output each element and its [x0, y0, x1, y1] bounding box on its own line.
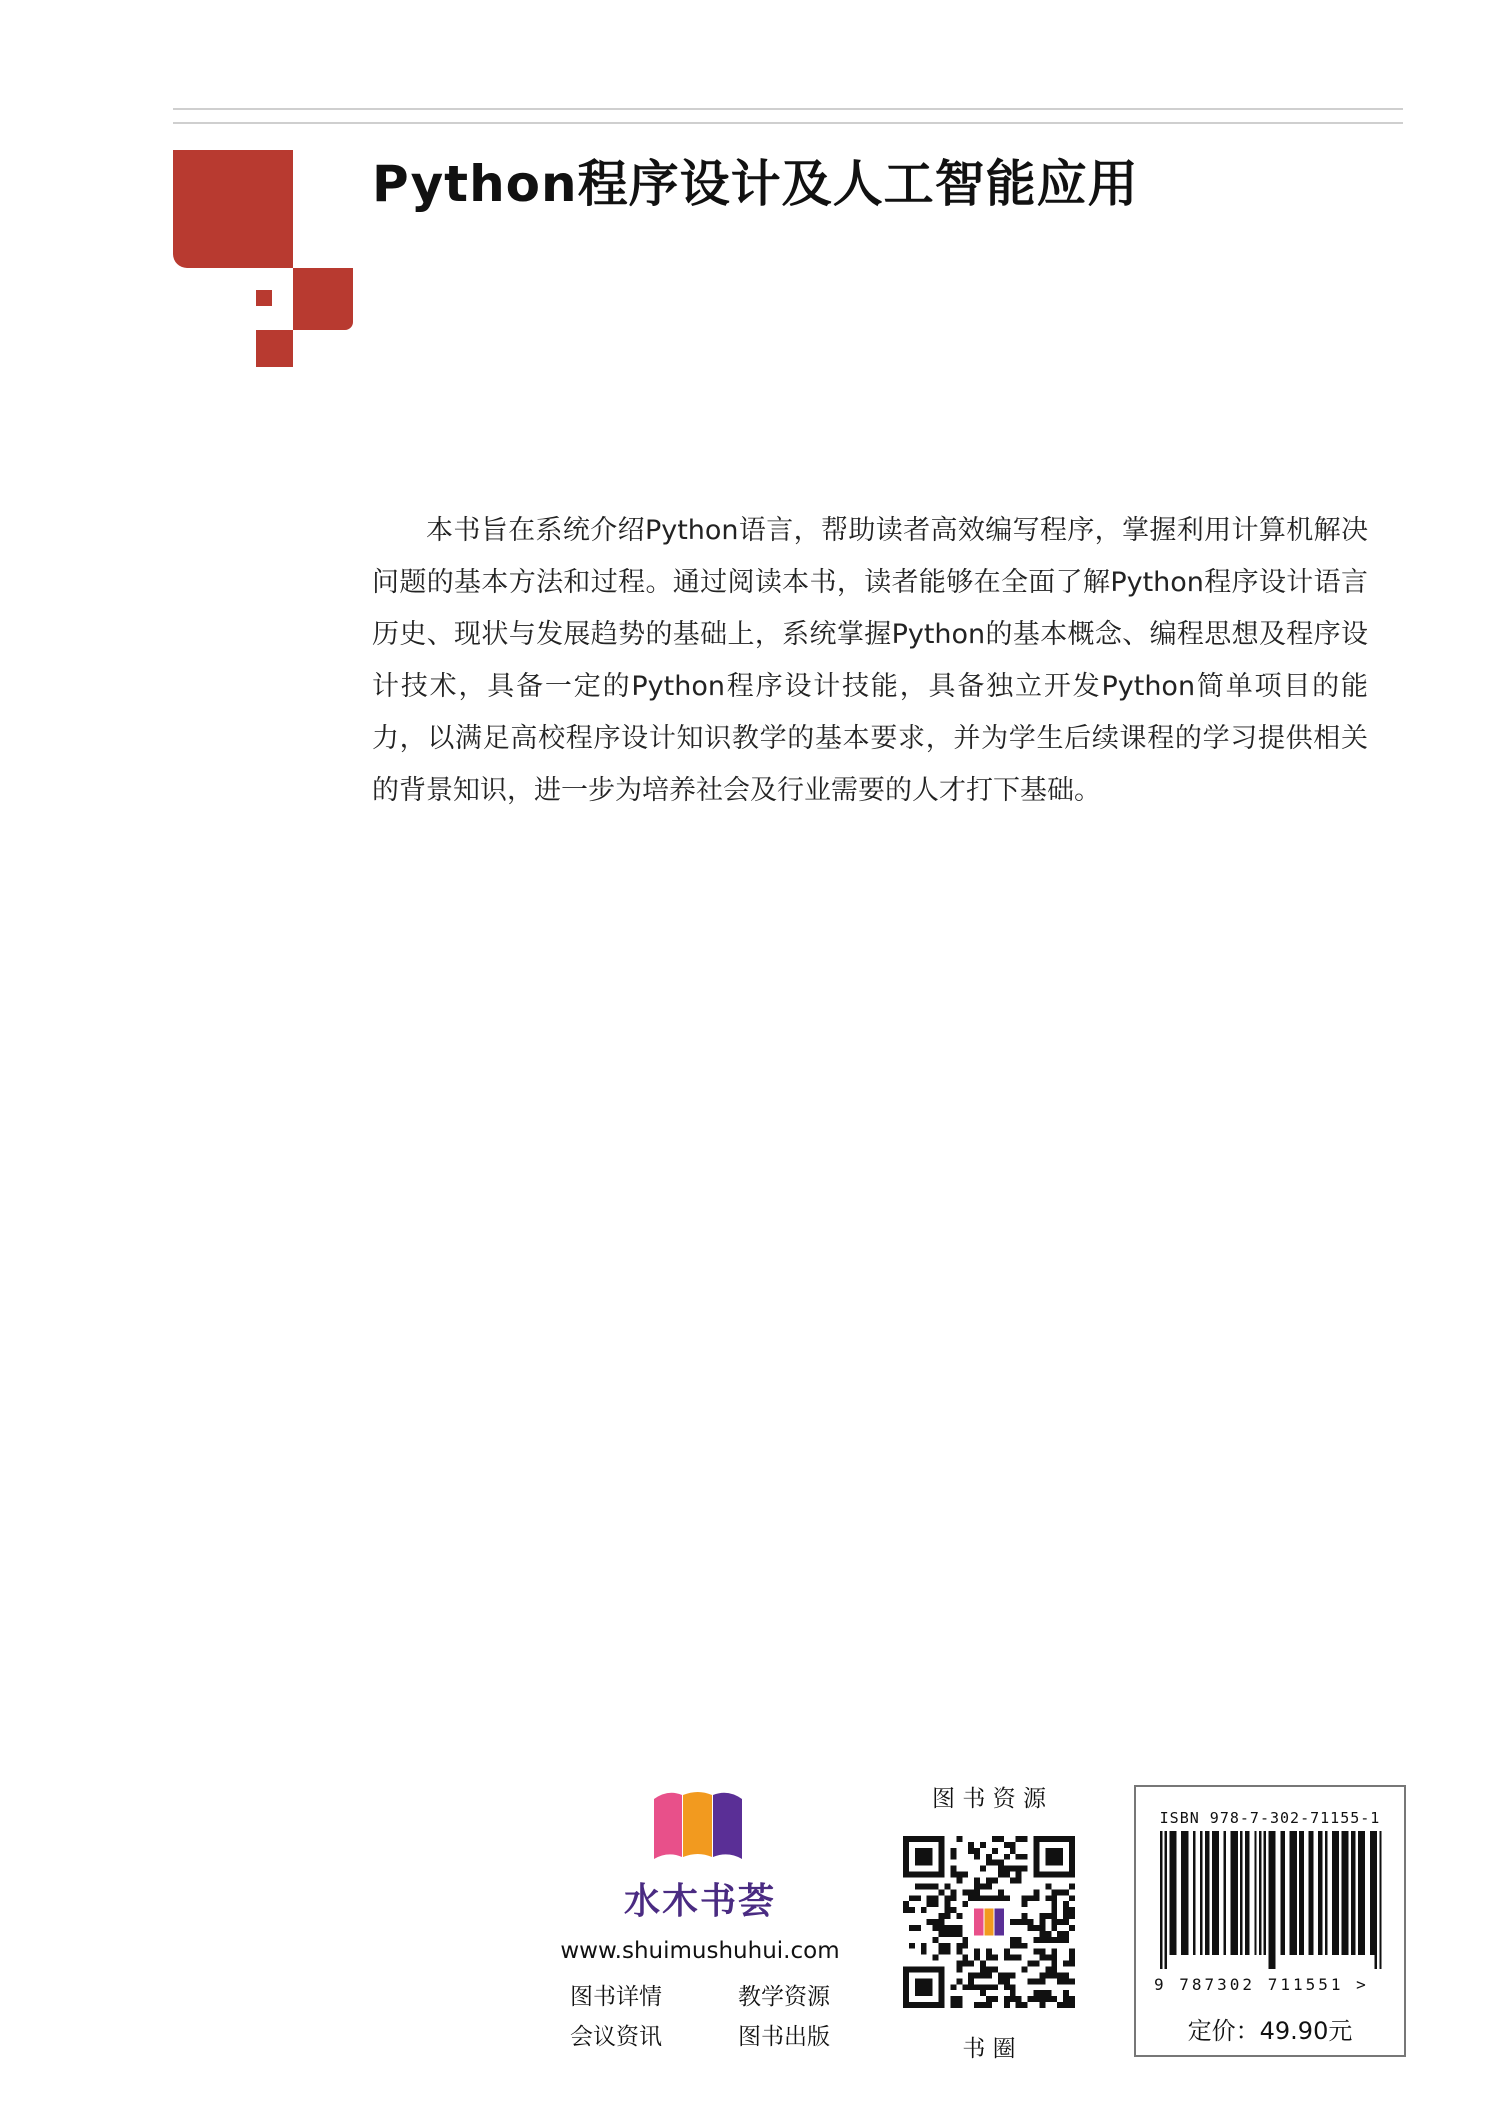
- publisher-name: 水木书荟: [623, 1880, 776, 1922]
- book-introduction: 本书旨在系统介绍Python语言，帮助读者高效编写程序，掌握利用计算机解决问题的基本方法和过程。通过阅读本书，读者能够在全面了解Python程序设计语言历史、现状与发展趋势的基础上，系统掌握Python的基本概念、编程思想及程序设计技术，具备一定的Python程序设计技能，具备独立开发Python简单项目的能力，以满足高校程序设计知识教学的基本要求，并为学生后续课程的学习提供相关的背景知识，进一步为培养社会及行业需要的人才打下基础。: [372, 515, 1368, 806]
- top-rule-upper: [173, 108, 1403, 110]
- publisher-links-row-2: [570, 2018, 830, 2051]
- logo-block-small: [256, 330, 293, 367]
- link-book-details[interactable]: 图书详情: [570, 1984, 662, 2010]
- logo-block-dot: [256, 290, 272, 306]
- barcode-image: [1160, 1831, 1384, 1969]
- book-title: Python程序设计及人工智能应用: [372, 155, 1139, 213]
- isbn-text: ISBN 978-7-302-71155-1: [1159, 1809, 1381, 1827]
- link-book-publishing[interactable]: 图书出版: [738, 2024, 830, 2050]
- qr-label-top: 图 书 资 源: [932, 1786, 1046, 1812]
- book-stack-icon: [652, 1787, 744, 1865]
- barcode-digits: 9 787302 711551 >: [1154, 1975, 1369, 1994]
- qr-code[interactable]: [903, 1836, 1075, 2008]
- barcode-box: [1134, 1785, 1406, 2057]
- link-teaching-resources[interactable]: 教学资源: [738, 1984, 830, 2010]
- logo-block-large: [173, 150, 293, 268]
- top-rule-lower: [173, 122, 1403, 124]
- logo-block-medium: [293, 268, 353, 330]
- publisher-links-row-1: [570, 1978, 830, 2011]
- qr-label-bottom: 书 圈: [962, 2036, 1016, 2062]
- book-price: 定价：49.90元: [1187, 2017, 1353, 2045]
- link-conference-news[interactable]: 会议资讯: [570, 2024, 662, 2050]
- publisher-url[interactable]: www.shuimushuhui.com: [560, 1938, 840, 1964]
